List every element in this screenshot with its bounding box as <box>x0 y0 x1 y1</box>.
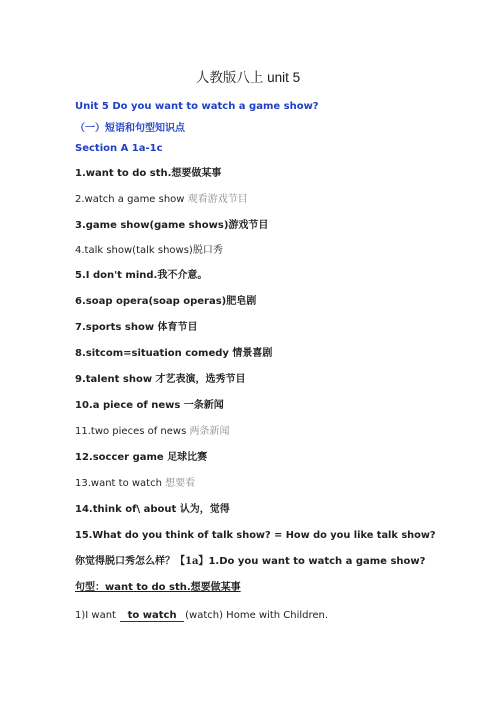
item-7-chinese: 体育节目 <box>157 322 198 333</box>
list-item-15: 15.What do you think of talk show? = How do you like talk show? <box>75 530 436 541</box>
item-5-english: 5.I don't mind. <box>75 270 158 281</box>
list-item-1 <box>75 167 221 180</box>
item-10-english: 10.a piece of news <box>75 400 184 411</box>
item-8-english: 8.sitcom=situation comedy <box>75 348 233 359</box>
item-11-chinese: 两条新闻 <box>189 426 230 437</box>
page-title: 人教版八上 unit 5 <box>195 70 301 85</box>
section-label: （一）短语和句型知识点 <box>75 123 185 134</box>
sub-section-heading: Section A 1a-1c <box>75 143 163 154</box>
unit-heading: Unit 5 Do you want to watch a game show? <box>75 101 319 112</box>
list-item-8 <box>75 347 272 360</box>
sentence-pattern <box>75 581 241 594</box>
item-6-chinese: 肥皂剧 <box>226 296 257 307</box>
list-item-4 <box>75 244 223 257</box>
item-15-chinese: 你觉得脱口秀怎么样？【1a】 <box>75 556 209 567</box>
pattern-english: want to do sth. <box>105 582 191 593</box>
item-13-english: 13.want to watch <box>75 478 166 489</box>
pattern-label: 句型： <box>75 582 105 593</box>
item-12-english: 12.soccer game <box>75 452 168 463</box>
item-5-chinese: 我不介意。 <box>157 270 208 281</box>
item-1-english: 1.want to do sth. <box>75 168 172 179</box>
exercise-prefix: 1)I want <box>75 610 120 621</box>
exercise-answer: to watch <box>120 610 184 622</box>
list-item-11 <box>75 425 230 438</box>
list-item-14 <box>75 503 230 516</box>
item-4-english: 4.talk show(talk shows) <box>75 245 193 256</box>
item-14-english: 14.think of\ about <box>75 504 180 515</box>
item-8-chinese: 情景喜剧 <box>232 348 273 359</box>
item-10-chinese: 一条新闻 <box>183 400 224 411</box>
list-item-7 <box>75 321 198 334</box>
list-item-12 <box>75 451 207 464</box>
item-6-english: 6.soap opera(soap operas) <box>75 296 227 307</box>
item-2-english: 2.watch a game show <box>75 194 188 205</box>
item-12-chinese: 足球比赛 <box>167 452 208 463</box>
example-sentence: 1.Do you want to watch a game show? <box>208 556 426 567</box>
list-item-10 <box>75 399 224 412</box>
pattern-chinese: 想要做某事 <box>190 582 241 593</box>
list-item-9 <box>75 373 246 386</box>
item-1-chinese: 想要做某事 <box>171 168 222 179</box>
list-item-13 <box>75 477 195 490</box>
item-2-chinese: 观看游戏节目 <box>187 194 248 205</box>
list-item-15-continued <box>75 555 425 568</box>
list-item-6 <box>75 295 256 308</box>
item-9-chinese: 才艺表演，选秀节目 <box>155 374 246 385</box>
exercise-line <box>75 609 328 622</box>
item-3-english: 3.game show(game shows) <box>75 220 229 231</box>
item-14-chinese: 认为，觉得 <box>179 504 230 515</box>
item-7-english: 7.sports show <box>75 322 158 333</box>
list-item-5 <box>75 269 207 282</box>
item-4-chinese: 脱口秀 <box>192 245 223 256</box>
item-9-english: 9.talent show <box>75 374 156 385</box>
item-3-chinese: 游戏节目 <box>228 220 269 231</box>
list-item-2 <box>75 193 248 206</box>
item-11-english: 11.two pieces of news <box>75 426 190 437</box>
exercise-suffix: (watch) Home with Children. <box>185 610 329 621</box>
list-item-3 <box>75 219 268 232</box>
item-13-chinese: 想要看 <box>165 478 196 489</box>
